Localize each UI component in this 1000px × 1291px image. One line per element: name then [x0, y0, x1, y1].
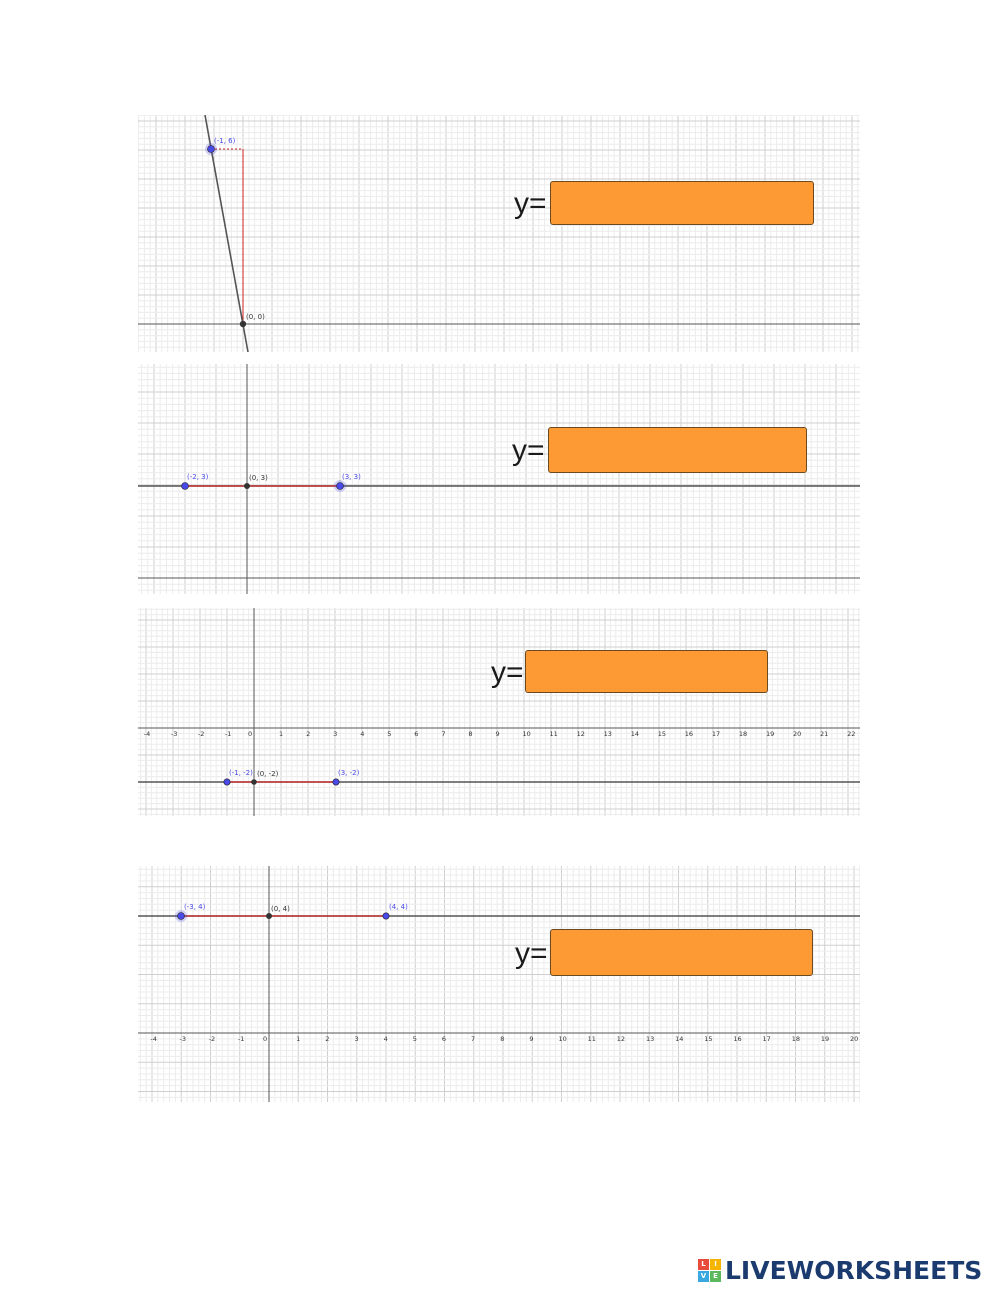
point-label-1: (-1, 6) — [214, 137, 236, 145]
x-tick-label: -4 — [150, 1035, 157, 1043]
x-tick-label: 14 — [630, 730, 639, 738]
point-label-1: (-3, 4) — [184, 903, 206, 911]
point-label-1: (-2, 3) — [187, 473, 209, 481]
graph-3 — [138, 608, 860, 816]
liveworksheets-logo — [698, 1255, 982, 1285]
equation-label-4: y= — [515, 937, 548, 970]
answer-input-2[interactable] — [548, 427, 807, 473]
x-tick-label: 8 — [500, 1035, 505, 1043]
graph-panel-2 — [138, 364, 860, 594]
point-2 — [251, 779, 257, 785]
x-tick-label: 22 — [847, 730, 856, 738]
logo-letter: I — [710, 1259, 721, 1270]
x-tick-label: 19 — [765, 730, 775, 738]
point-2 — [266, 913, 272, 919]
point-label-3: (4, 4) — [389, 903, 408, 911]
point-label-2: (0, 3) — [249, 474, 268, 482]
x-tick-label: 2 — [306, 730, 311, 738]
point-2 — [244, 483, 250, 489]
answer-input-4[interactable] — [550, 929, 813, 976]
point-label-2: (0, 0) — [246, 313, 265, 321]
x-tick-label: 10 — [522, 730, 531, 738]
equation-label-1: y= — [514, 187, 547, 220]
x-tick-label: 3 — [354, 1035, 359, 1043]
x-tick-label: 10 — [558, 1035, 567, 1043]
grid-4 — [138, 866, 860, 1102]
grid-2 — [138, 364, 860, 594]
answer-input-1[interactable] — [550, 181, 814, 225]
x-tick-label: -4 — [143, 730, 151, 738]
x-tick-label: -3 — [179, 1035, 187, 1043]
x-tick-label: 21 — [820, 730, 829, 738]
graph-2 — [138, 364, 860, 594]
x-tick-label: 7 — [471, 1035, 476, 1043]
x-tick-label: 18 — [791, 1035, 800, 1043]
graph-panel-4 — [138, 866, 860, 1102]
point-label-1: (-1, -2) — [229, 769, 253, 777]
x-tick-label: 9 — [495, 730, 500, 738]
x-tick-label: 15 — [704, 1035, 713, 1043]
point-3 — [333, 779, 339, 785]
point-label-3: (3, 3) — [342, 473, 361, 481]
logo-letter: E — [710, 1271, 721, 1282]
x-tick-label: 7 — [441, 730, 446, 738]
x-tick-label: 20 — [850, 1035, 859, 1043]
x-tick-label: 0 — [248, 730, 253, 738]
x-tick-label: 17 — [762, 1035, 771, 1043]
grid-3 — [138, 608, 860, 816]
x-tick-label: 18 — [738, 730, 748, 738]
x-tick-label: 20 — [793, 730, 802, 738]
logo-letter: L — [698, 1259, 709, 1270]
x-tick-label: 13 — [645, 1035, 655, 1043]
graph-panel-3 — [138, 608, 860, 816]
x-tick-label: 6 — [441, 1035, 447, 1043]
equation-label-3: y= — [491, 656, 524, 689]
x-tick-label: -3 — [170, 730, 178, 738]
x-tick-label: 5 — [387, 730, 392, 738]
x-tick-label: 13 — [603, 730, 612, 738]
x-tick-labels-3 — [144, 730, 856, 738]
x-tick-label: 1 — [296, 1035, 301, 1043]
x-tick-label: 11 — [587, 1035, 596, 1043]
logo-icon — [698, 1259, 721, 1282]
x-tick-label: -2 — [208, 1035, 216, 1043]
x-tick-label: 9 — [529, 1035, 534, 1043]
x-tick-label: -2 — [197, 730, 205, 738]
logo-letter: V — [698, 1271, 709, 1282]
equation-label-2: y= — [512, 434, 545, 467]
x-tick-label: 8 — [468, 730, 473, 738]
x-tick-label: 0 — [263, 1035, 268, 1043]
x-tick-label: 11 — [549, 730, 558, 738]
answer-input-3[interactable] — [525, 650, 768, 693]
x-tick-label: 5 — [412, 1035, 417, 1043]
x-tick-label: 6 — [414, 730, 419, 738]
point-1 — [224, 779, 230, 785]
x-tick-label: 2 — [325, 1035, 330, 1043]
x-tick-label: 16 — [684, 730, 694, 738]
point-1 — [208, 146, 215, 153]
x-tick-label: -1 — [224, 730, 232, 738]
point-label-2: (0, -2) — [257, 770, 279, 778]
point-2 — [240, 321, 246, 327]
point-3 — [337, 483, 344, 490]
x-tick-label: 16 — [733, 1035, 742, 1043]
x-tick-label: 1 — [279, 730, 284, 738]
point-1 — [182, 483, 189, 490]
graph-1 — [138, 115, 860, 352]
x-tick-label: 15 — [657, 730, 667, 738]
x-tick-label: 4 — [360, 730, 365, 738]
graph-4 — [138, 866, 860, 1102]
x-tick-label: -1 — [237, 1035, 245, 1043]
point-label-3: (3, -2) — [338, 769, 360, 777]
x-tick-label: 12 — [616, 1035, 626, 1043]
x-tick-label: 3 — [333, 730, 338, 738]
point-3 — [383, 913, 389, 919]
x-tick-label: 12 — [576, 730, 585, 738]
x-tick-label: 19 — [820, 1035, 830, 1043]
point-label-2: (0, 4) — [271, 905, 290, 913]
x-tick-label: 4 — [383, 1035, 388, 1043]
logo-text: LIVEWORKSHEETS — [725, 1255, 983, 1285]
x-tick-label: 17 — [711, 730, 721, 738]
graph-panel-1 — [138, 115, 860, 352]
x-tick-label: 14 — [675, 1035, 684, 1043]
point-1 — [178, 913, 185, 920]
